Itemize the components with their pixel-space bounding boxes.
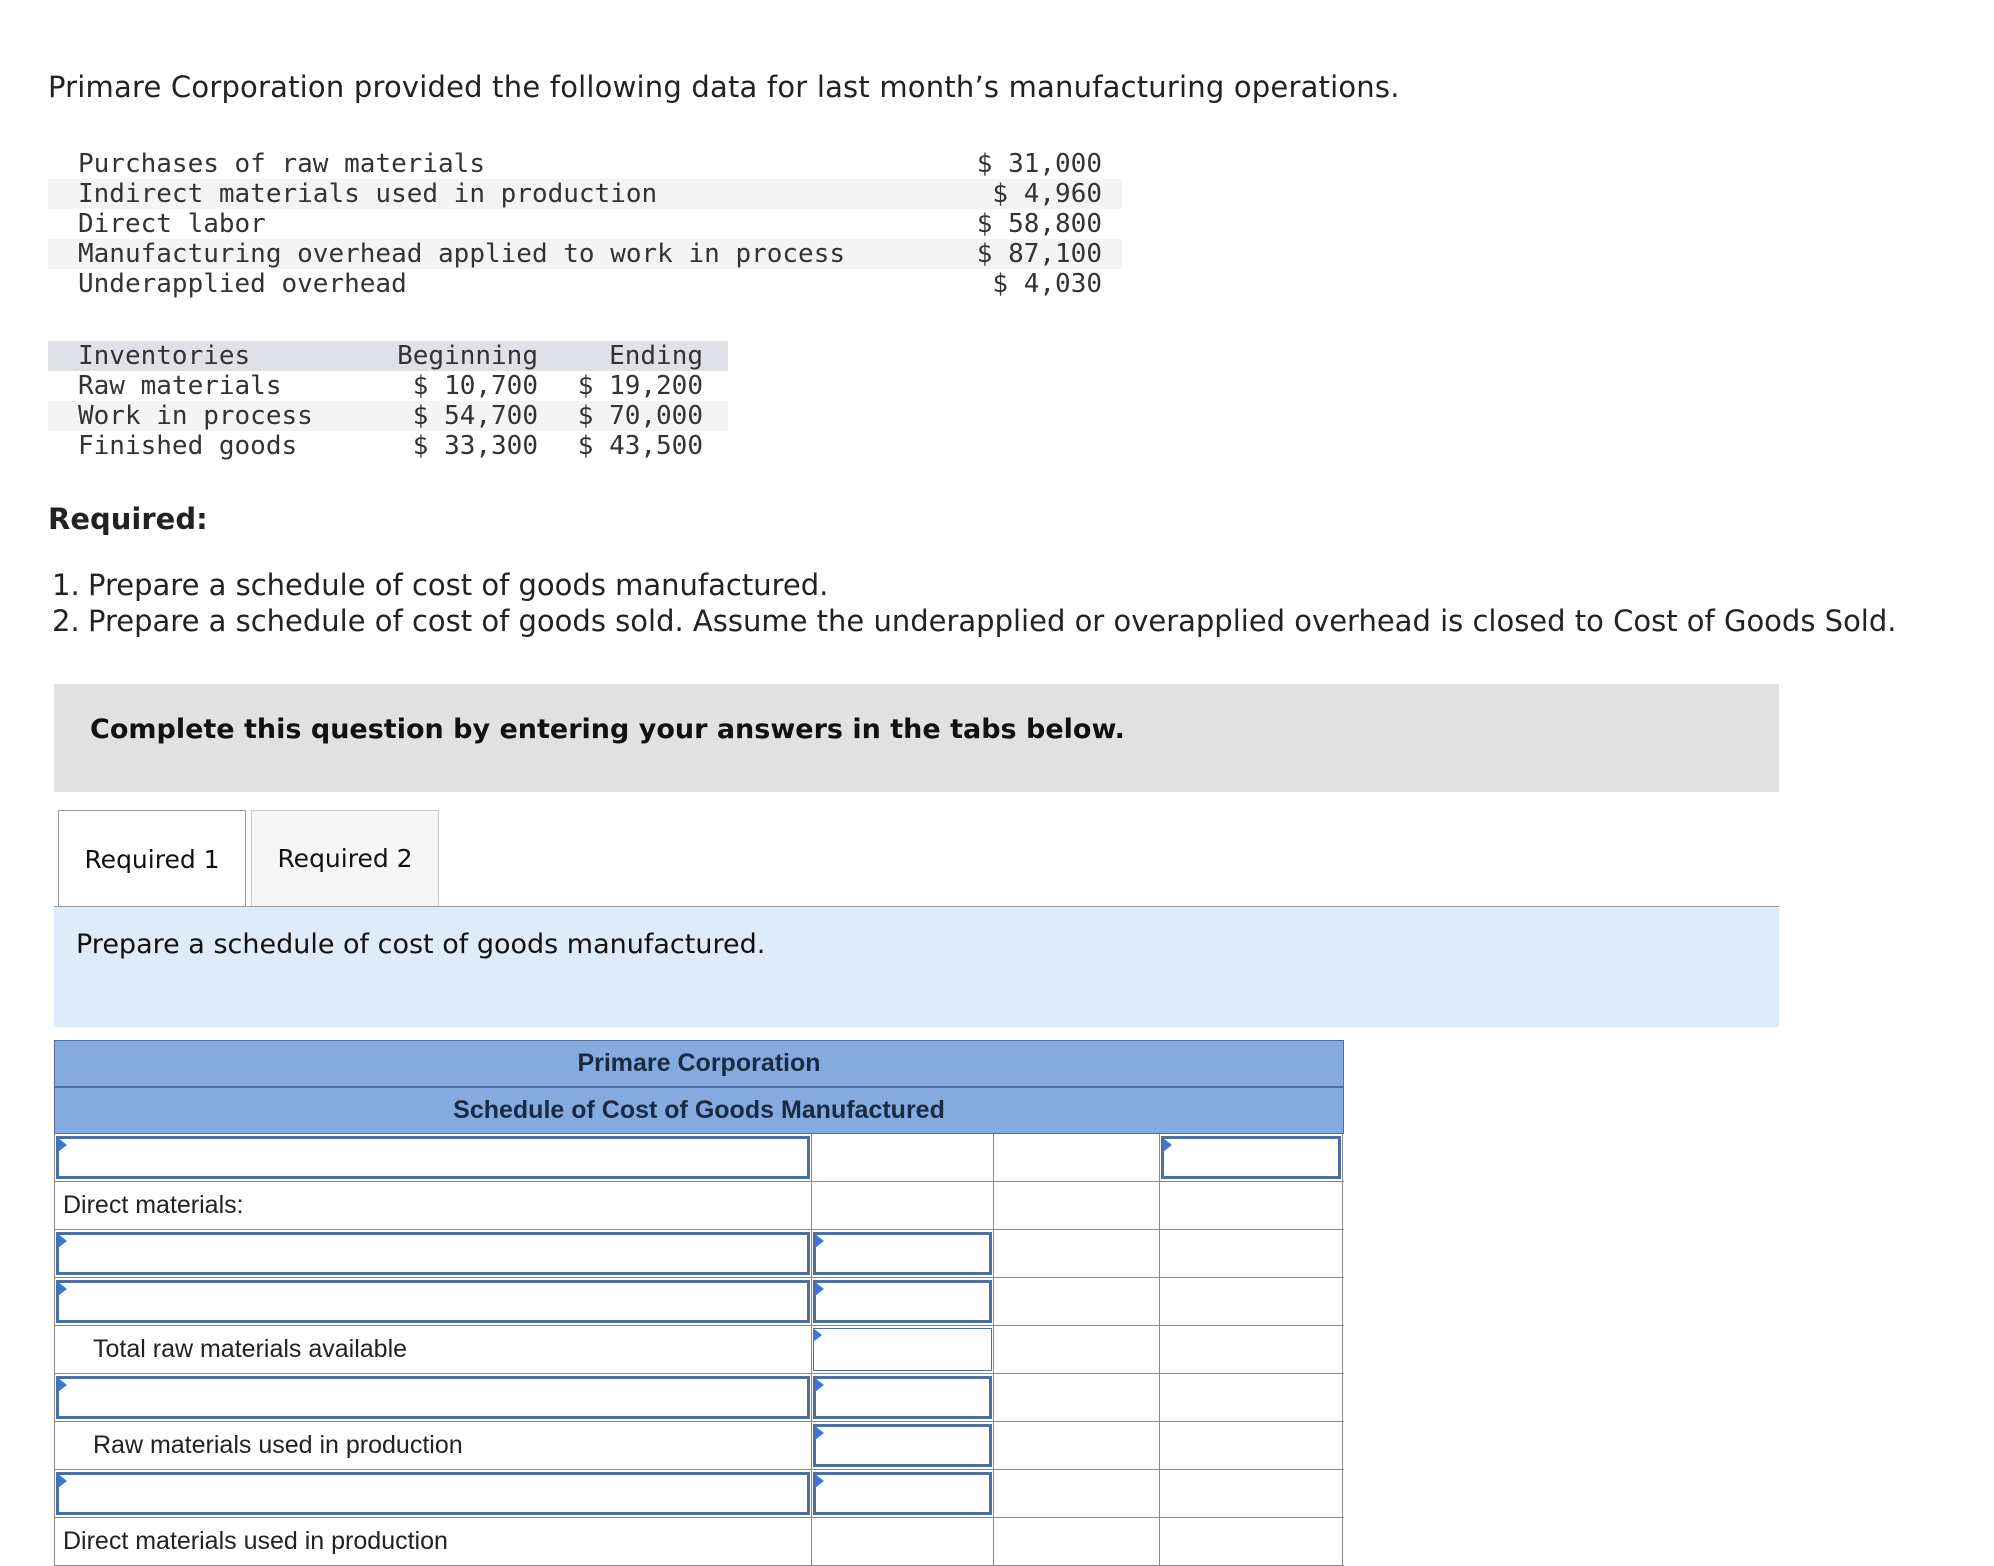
table-row (48, 209, 1122, 239)
operations-label: Underapplied overhead (78, 269, 407, 299)
amount-input[interactable] (813, 1280, 992, 1323)
operations-label: Purchases of raw materials (78, 149, 485, 179)
operations-value: $ 58,800 (976, 209, 1102, 239)
total-raw-materials-label: Total raw materials available (93, 1335, 408, 1363)
amount-cell (812, 1230, 994, 1277)
operations-value: $ 4,960 (956, 179, 1122, 209)
label-cell (55, 1230, 812, 1277)
list-text: Prepare a schedule of cost of goods sold. Assume the underapplied or overapplied overhead is closed to Cost of Goods Sold. (88, 604, 1897, 638)
table-row (48, 431, 728, 461)
amount-cell (994, 1470, 1160, 1517)
inventory-beginning: $ 54,700 (368, 401, 538, 431)
table-row (55, 1278, 1344, 1326)
amount-cell (1160, 1374, 1343, 1421)
table-row (55, 1374, 1344, 1422)
table-row (48, 269, 1122, 299)
amount-input[interactable] (813, 1424, 992, 1467)
label-dropdown[interactable] (56, 1472, 810, 1515)
prompt-text: Prepare a schedule of cost of goods manufactured. (76, 929, 766, 960)
amount-cell (812, 1278, 994, 1325)
beginning-header: Beginning (368, 341, 538, 371)
inventory-beginning: $ 10,700 (412, 371, 538, 401)
amount-cell (1160, 1182, 1343, 1229)
label-cell (55, 1278, 812, 1325)
table-row (55, 1182, 1344, 1230)
amount-cell (994, 1326, 1160, 1373)
inventory-ending: $ 70,000 (538, 401, 728, 431)
schedule-worksheet (54, 1040, 1344, 1566)
label-cell (55, 1326, 812, 1373)
operations-value: $ 87,100 (956, 239, 1122, 269)
inventory-ending: $ 43,500 (577, 431, 703, 461)
list-number: 1. (52, 568, 80, 602)
intro-text: Primare Corporation provided the following data for last month’s manufacturing operations. (48, 70, 1400, 104)
table-row (48, 149, 1122, 179)
required-heading: Required: (48, 502, 208, 536)
inventory-label: Raw materials (78, 371, 282, 401)
amount-cell (994, 1422, 1160, 1469)
inventory-label: Work in process (48, 401, 368, 431)
amount-input[interactable] (813, 1328, 992, 1371)
table-row (55, 1422, 1344, 1470)
amount-cell (994, 1230, 1160, 1277)
operations-value: $ 4,030 (992, 269, 1102, 299)
table-row (55, 1230, 1344, 1278)
table-row (48, 371, 728, 401)
amount-cell (994, 1518, 1160, 1565)
inventories-header-label: Inventories (48, 341, 368, 371)
amount-cell (812, 1134, 994, 1181)
label-dropdown[interactable] (56, 1280, 810, 1323)
amount-cell (1160, 1422, 1343, 1469)
instruction-text: Complete this question by entering your answers in the tabs below. (90, 714, 1125, 745)
month-dropdown[interactable] (1161, 1136, 1341, 1179)
list-text: Prepare a schedule of cost of goods manufactured. (88, 568, 829, 602)
schedule-company: Primare Corporation (54, 1040, 1344, 1087)
list-item (52, 567, 1897, 603)
amount-cell (812, 1182, 994, 1229)
list-item (52, 603, 1897, 639)
table-row (55, 1134, 1344, 1182)
amount-cell (812, 1374, 994, 1421)
table-row (48, 179, 1122, 209)
amount-cell (1160, 1278, 1343, 1325)
amount-input[interactable] (813, 1472, 992, 1515)
table-row (55, 1470, 1344, 1518)
amount-cell (812, 1470, 994, 1517)
amount-cell (812, 1326, 994, 1373)
label-dropdown[interactable] (56, 1232, 810, 1275)
label-cell (55, 1470, 812, 1517)
prompt-panel (54, 907, 1779, 1027)
amount-cell (812, 1518, 994, 1565)
label-cell (55, 1182, 812, 1229)
raw-materials-used-label: Raw materials used in production (93, 1431, 463, 1459)
inventory-ending: $ 19,200 (577, 371, 703, 401)
schedule-title: Schedule of Cost of Goods Manufactured (54, 1087, 1344, 1134)
amount-cell (1160, 1326, 1343, 1373)
table-row (48, 401, 728, 431)
tab-required-2[interactable]: Required 2 (251, 810, 439, 906)
schedule-grid (54, 1134, 1344, 1566)
inventories-table (48, 341, 728, 461)
tab-required-1[interactable]: Required 1 (58, 810, 246, 908)
amount-cell (812, 1422, 994, 1469)
label-cell (55, 1134, 812, 1181)
amount-cell (1160, 1470, 1343, 1517)
amount-cell (994, 1374, 1160, 1421)
amount-cell (994, 1278, 1160, 1325)
label-dropdown[interactable] (56, 1376, 810, 1419)
instruction-banner (54, 684, 1779, 792)
operations-label: Manufacturing overhead applied to work in process (48, 239, 956, 269)
amount-input[interactable] (813, 1232, 992, 1275)
amount-cell (1160, 1230, 1343, 1277)
amount-cell (1160, 1134, 1343, 1181)
required-list (52, 567, 1897, 639)
direct-materials-label: Direct materials: (63, 1191, 244, 1219)
direct-materials-used-label: Direct materials used in production (63, 1527, 448, 1555)
amount-input[interactable] (813, 1376, 992, 1419)
table-header-row (48, 341, 728, 371)
label-cell (55, 1422, 812, 1469)
table-row (55, 1518, 1344, 1566)
amount-cell (994, 1134, 1160, 1181)
operations-table (48, 149, 1122, 299)
amount-cell (1160, 1518, 1343, 1565)
inventory-label: Finished goods (78, 431, 298, 461)
operations-value: $ 31,000 (976, 149, 1102, 179)
table-row (55, 1326, 1344, 1374)
inventory-beginning: $ 33,300 (412, 431, 538, 461)
operations-label: Indirect materials used in production (48, 179, 956, 209)
list-number: 2. (52, 604, 80, 638)
ending-header: Ending (538, 341, 728, 371)
label-cell (55, 1374, 812, 1421)
operations-label: Direct labor (78, 209, 266, 239)
table-row (48, 239, 1122, 269)
label-dropdown[interactable] (56, 1136, 810, 1179)
label-cell (55, 1518, 812, 1565)
amount-cell (994, 1182, 1160, 1229)
